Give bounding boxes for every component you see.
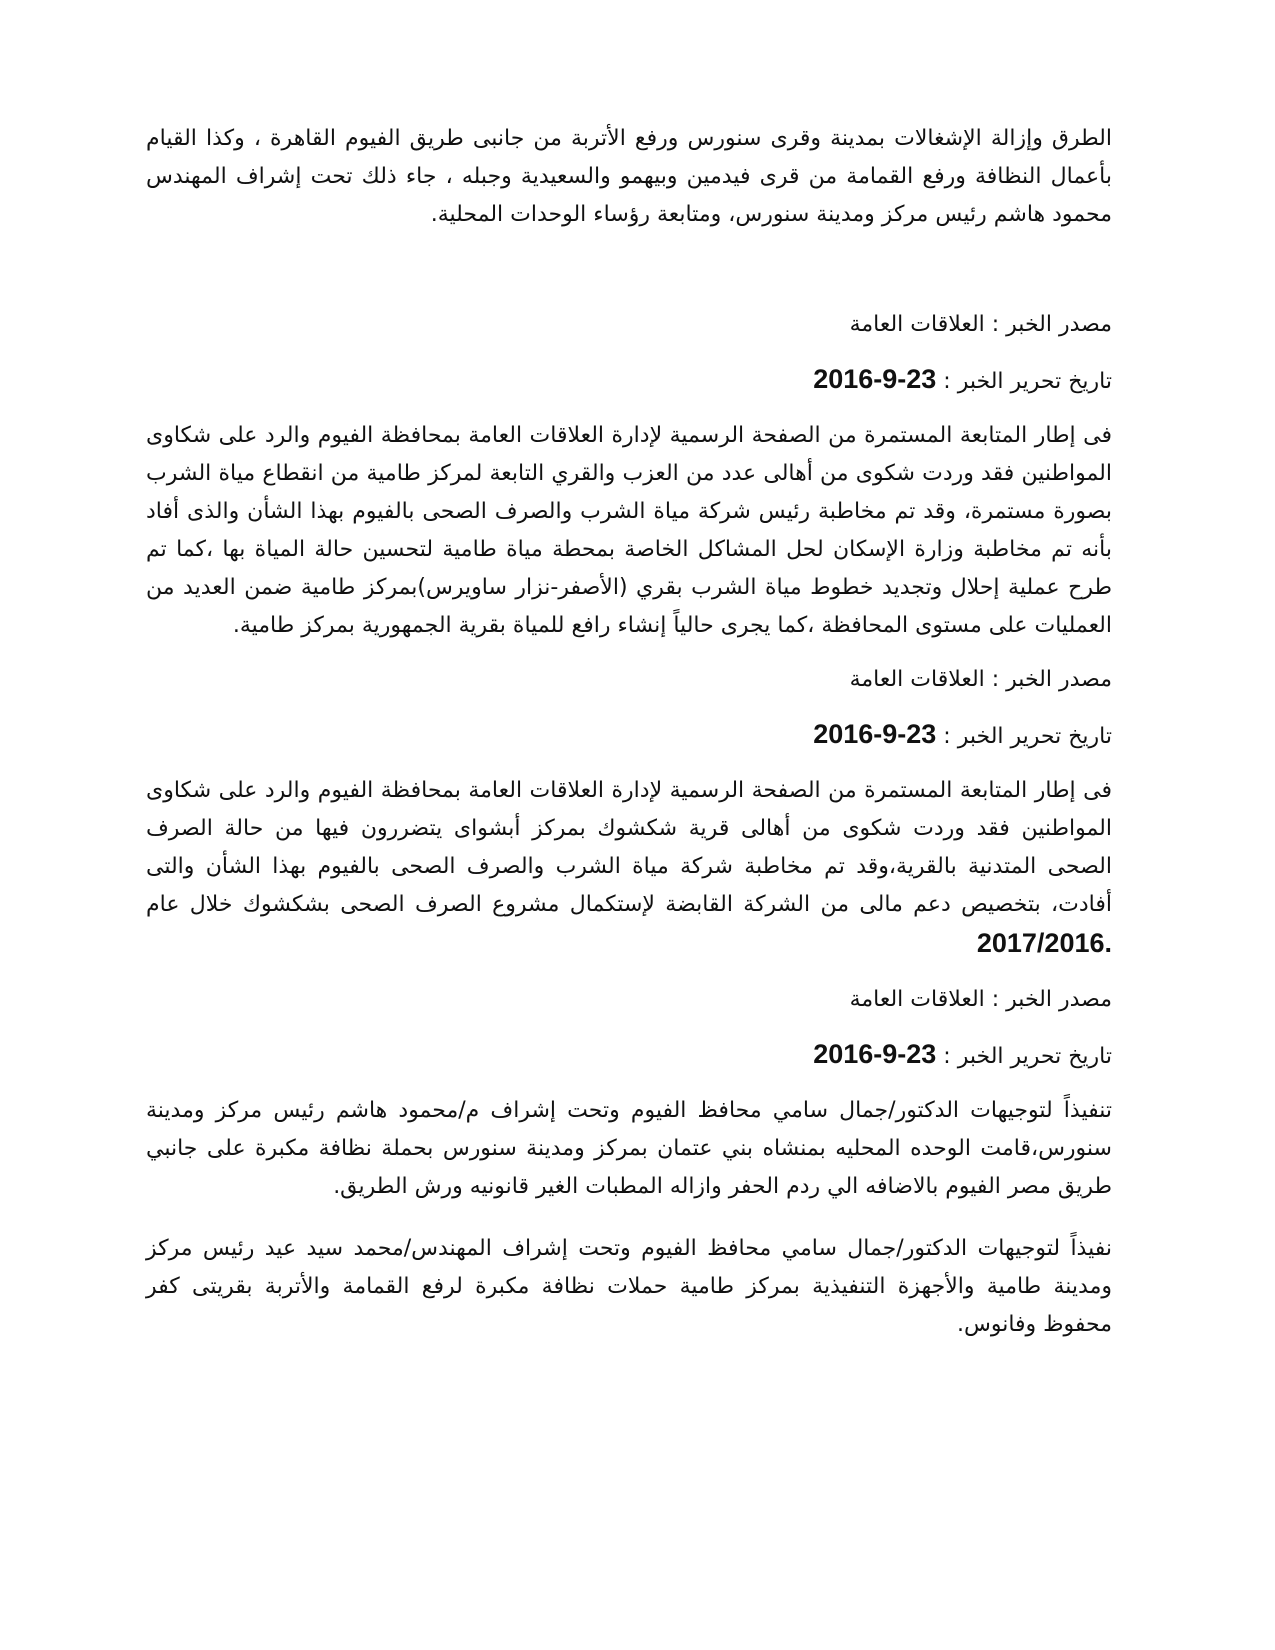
news-date-3 [146,1039,1112,1072]
news-paragraph-2: فى إطار المتابعة المستمرة من الصفحة الرسمية لإدارة العلاقات العامة بمحافظة الفيوم والرد على شكاوى المواطنين فقد وردت شكوى من أهالى عدد من العزب والقري التابعة لمركز طامية من انقطاع مياة الشرب بصورة مستمرة، وقد تم مخاطبة رئيس شركة مياة الشرب والصرف الصحى بالفيوم بهذا الشأن والذى أفاد بأنه تم مخاطبة وزارة الإسكان لحل المشاكل الخاصة بمحطة مياة طامية لتحسين حالة المياة بها ،كما تم طرح عملية إحلال وتجديد خطوط مياة الشرب بقري (الأصفر-نزار ساويرس)بمركز طامية ضمن العديد من العمليات على مستوى المحافظة ،كما يجرى حالياً إنشاء رافع للمياة بقرية الجمهورية بمركز طامية. [146,423,1112,638]
news-source-2: مصدر الخبر : العلاقات العامة [849,667,1112,692]
news-date-label-3: تاريخ تحرير الخبر : [936,1044,1112,1069]
news-paragraph-3 [146,772,1112,965]
news-source-1: مصدر الخبر : العلاقات العامة [849,312,1112,337]
news-date-value-3: 2016-9-23 [813,1039,937,1069]
news-paragraph-3-year: 2017/2016. [976,928,1112,958]
news-paragraph-4: تنفيذاً لتوجيهات الدكتور/جمال سامي محافظ الفيوم وتحت إشراف م/محمود هاشم رئيس مركز ومدينة سنورس،قامت الوحده المحليه بمنشاه بني عتمان بمركز ومدينة سنورس بحملة نظافة مكبرة على جانبي طريق مصر الفيوم بالاضافه الي ردم الحفر وازاله المطبات الغير قانونيه ورش الطريق. [146,1098,1112,1199]
news-date-value-2: 2016-9-23 [813,719,937,749]
news-date-value-1: 2016-9-23 [813,364,937,394]
news-date-1 [146,364,1112,397]
news-paragraph-5: نفيذاً لتوجيهات الدكتور/جمال سامي محافظ الفيوم وتحت إشراف المهندس/محمد سيد عيد رئيس مركز ومدينة طامية والأجهزة التنفيذية بمركز طامية حملات نظافة مكبرة لرفع القمامة والأتربة بقريتى كفر محفوظ وفانوس. [146,1236,1112,1337]
document-page [146,120,1112,1344]
news-date-label-2: تاريخ تحرير الخبر : [936,724,1112,749]
news-paragraph-3-text: فى إطار المتابعة المستمرة من الصفحة الرسمية لإدارة العلاقات العامة بمحافظة الفيوم والرد على شكاوى المواطنين فقد وردت شكوى من أهالى قرية شكشوك بمركز أبشواى يتضررون فيها من حالة الصرف الصحى المتدنية بالقرية،وقد تم مخاطبة شركة مياة الشرب والصرف الصحى بالفيوم بهذا الشأن والتى أفادت، بتخصيص دعم مالى من الشركة القابضة لإستكمال مشروع الصرف الصحى بشكشوك خلال عام [146,778,1112,917]
news-paragraph-1: الطرق وإزالة الإشغالات بمدينة وقرى سنورس ورفع الأتربة من جانبى طريق الفيوم القاهرة ، وكذا القيام بأعمال النظافة ورفع القمامة من قرى فيدمين وبيهمو والسعيدية وجبله ، جاء ذلك تحت إشراف المهندس محمود هاشم رئيس مركز ومدينة سنورس، ومتابعة رؤساء الوحدات المحلية. [146,126,1112,227]
news-date-label-1: تاريخ تحرير الخبر : [936,369,1112,394]
news-source-3: مصدر الخبر : العلاقات العامة [849,987,1112,1012]
news-date-2 [146,719,1112,752]
